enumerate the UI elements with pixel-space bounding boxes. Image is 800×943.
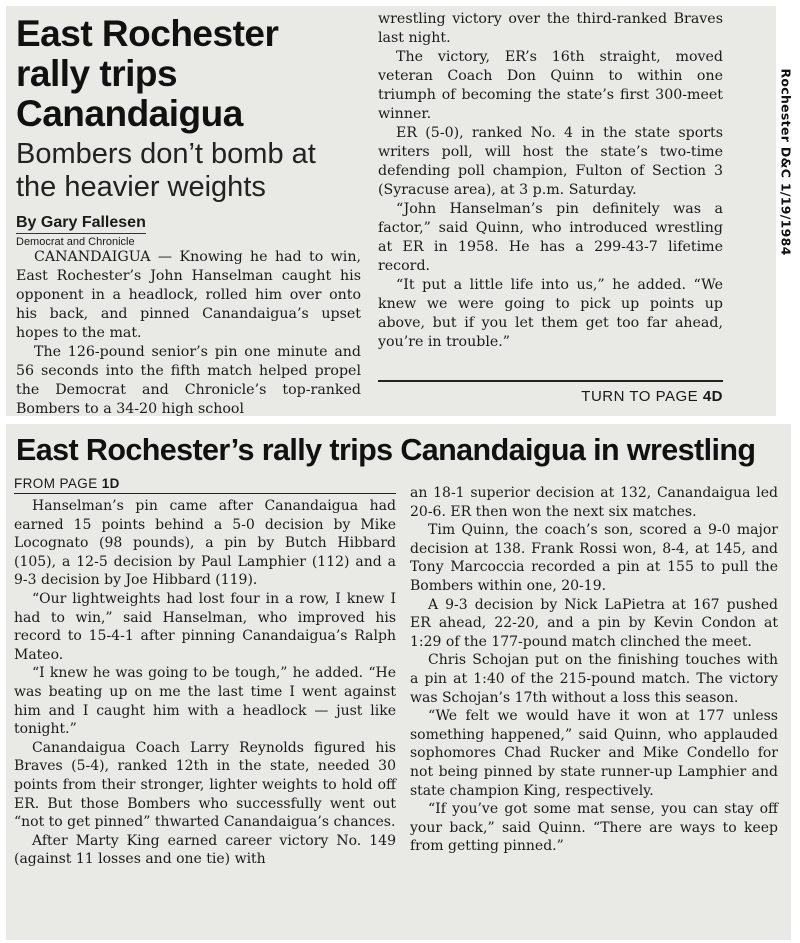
story2-paragraph: “If you’ve got some mat sense, you can stay off your back,” said Quinn. “There are ways to keep from getting pinned.” [410, 801, 778, 855]
turn-to-page [378, 380, 723, 405]
story1-paragraph: wrestling victory over the third-ranked Braves last night. [378, 11, 723, 46]
story2-paragraph: “Our lightweights had lost four in a row, I knew I had to win,” said Hanselman, who improved his record to 15-4-1 after pinning Canandaigua’s Ralph Mateo. [14, 590, 396, 663]
turn-to-page-label: TURN TO PAGE [581, 388, 699, 405]
turn-to-page-number: 4D [702, 388, 723, 405]
story2-paragraph: Canandaigua Coach Larry Reynolds figured his Braves (5-4), ranked 12th in the state, needed 30 points from their stronger, lighter weights to hold off ER. But those Bombers who successfully went out “not to get pinned” thwarted Canandaigua’s chances. [14, 739, 396, 831]
from-page-number: 1D [101, 476, 120, 491]
story2-paragraph: Tim Quinn, the coach’s son, scored a 9-0 major decision at 138. Frank Rossi won, 8-4, at 145, and Tony Marcoccia recorded a pin at 155 to pull the Bombers within one, 20-19. [410, 522, 778, 594]
archive-label [776, 12, 796, 312]
story1-paragraph: The victory, ER’s 16th straight, moved veteran Coach Don Quinn to within one triumph of becoming the state’s first 300-meet winner. [378, 49, 723, 122]
story1-byline: By Gary Fallesen [16, 214, 146, 234]
story2-paragraph: Hanselman’s pin came after Canandaigua had earned 15 points behind a 5-0 decision by Mike Locognato (98 pounds), a pin by Butch Hibbard (105), a 12-5 decision by Paul Lamphier (112) and a 9-3 decision by Joe Hibbard (119). [14, 498, 396, 589]
from-page-label: FROM PAGE [14, 476, 98, 491]
story1-paragraph: CANANDAIGUA — Knowing he had to win, East Rochester’s John Hanselman caught his opponent in a headlock, rolled him over onto his back, and pinned Canandaigua’s upset hopes to the mat. [16, 249, 361, 341]
jump-page-clipping [6, 424, 791, 940]
story2-paragraph: Chris Schojan put on the finishing touches with a pin at 1:40 of the 215-pound match. The victory was Schojan’s 17th without a loss this season. [410, 652, 778, 706]
story1-paragraph: The 126-pound senior’s pin one minute and 56 seconds into the fifth match helped propel the Democrat and Chronicle’s top-ranked Bombers to a 34-20 high school [16, 344, 361, 416]
story2-left-column [14, 476, 396, 869]
story2-paragraph: After Marty King earned career victory No. 149 (against 11 losses and one tie) with [14, 832, 396, 868]
story1-left-column [16, 14, 361, 416]
story2-headline: East Rochester’s rally trips Canandaigua in wrestling [16, 433, 756, 467]
story1-left-body [16, 248, 361, 416]
story1-deck: Bombers don’t bomb at the heavier weights [16, 138, 316, 203]
front-page-clipping [6, 6, 776, 416]
story1-right-column [378, 10, 723, 352]
story2-paragraph: an 18-1 superior decision at 132, Canandaigua led 20-6. ER then won the next six matches. [410, 485, 778, 520]
story1-paragraph: ER (5-0), ranked No. 4 in the state sports writers poll, will host the state’s two-time defending poll champion, Fulton of Section 3 (Syracuse area), at 3 p.m. Saturday. [378, 125, 723, 198]
story1-paragraph: “John Hanselman’s pin definitely was a factor,” said Quinn, who introduced wrestling at ER in 1958. He has a 299-43-7 lifetime record. [378, 201, 723, 274]
from-page [14, 476, 396, 494]
archive-label-text: Rochester D&C 1/19/1984 [778, 68, 794, 256]
story2-paragraph: A 9-3 decision by Nick LaPietra at 167 pushed ER ahead, 22-20, and a pin by Kevin Condon at 1:29 of the 177-pound match clinched the meet. [410, 596, 778, 650]
story2-paragraph: “I knew he was going to be tough,” he added. “He was beating up on me the last time I went against him and I caught him with a headlock — just like tonight.” [14, 665, 396, 738]
story1-paragraph: “It put a little life into us,” he added. “We knew we were going to pick up points up above, but if you let them get too far ahead, you’re in trouble.” [378, 277, 723, 350]
story2-paragraph: “We felt we would have it won at 177 unless something happened,” said Quinn, who applauded sophomores Chad Rucker and Mike Condello for not being pinned by state runner-up Lamphier and state champion King, respectively. [410, 708, 778, 799]
story2-right-column [410, 484, 778, 856]
story1-headline: East Rochester rally trips Canandaigua [16, 13, 279, 134]
story1-source: Democrat and Chronicle [16, 236, 135, 248]
story2-left-body [14, 497, 396, 869]
